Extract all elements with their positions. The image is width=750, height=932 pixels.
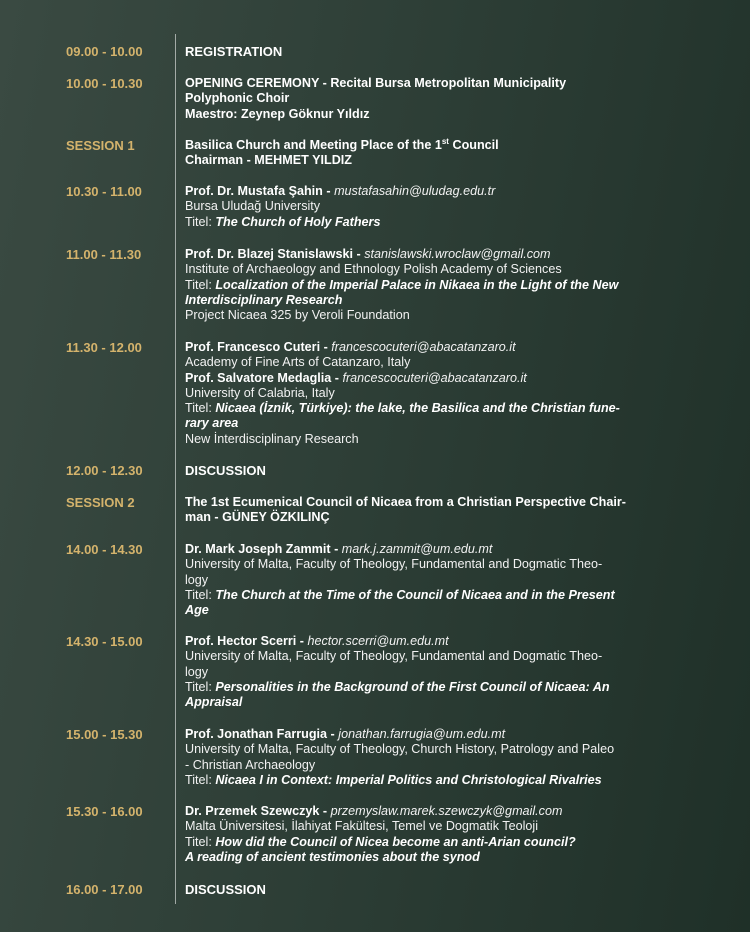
separator: - <box>322 184 335 198</box>
speaker-line <box>185 727 675 742</box>
speaker-line <box>185 804 675 819</box>
talk-title-continued: Interdisciplinary Research <box>185 292 343 307</box>
time-slot: 10.00 - 10.30 <box>66 76 143 91</box>
talk-title-continued: A reading of ancient testimonies about the synod <box>185 849 480 864</box>
talk-title-line <box>185 773 675 788</box>
speaker-affiliation: University of Malta, Faculty of Theology, Church History, Patrology and Paleo <box>185 742 615 757</box>
talk-title-line <box>185 215 675 230</box>
talk-title-line <box>185 278 675 293</box>
session-label: SESSION 1 <box>66 138 135 153</box>
row-content <box>185 882 675 897</box>
session-title-text: Council <box>448 138 499 152</box>
separator: - <box>352 247 365 261</box>
row-content <box>185 463 675 478</box>
speaker-line <box>185 634 675 649</box>
talk-title-line <box>185 588 675 603</box>
talk-title-line <box>185 401 675 416</box>
session-title <box>185 138 675 153</box>
row-content <box>185 804 675 865</box>
talk-title-continued: Age <box>185 603 209 618</box>
time-slot: 14.30 - 15.00 <box>66 634 143 649</box>
speaker-email: francescocuteri@abacatanzaro.it <box>331 340 516 354</box>
session-title-text: Basilica Church and Meeting Place of the 1 <box>185 138 442 152</box>
speaker-affiliation: Institute of Archaeology and Ethnology Polish Academy of Sciences <box>185 262 562 277</box>
talk-title-continued: rary area <box>185 416 239 431</box>
time-slot: 15.30 - 16.00 <box>66 804 143 819</box>
titel-label: Titel: <box>185 772 216 787</box>
separator: - <box>331 370 343 385</box>
titel-label: Titel: <box>185 834 216 849</box>
row-content <box>185 727 675 788</box>
row-content <box>185 340 675 447</box>
speaker-line <box>185 542 675 557</box>
speaker-affiliation: University of Malta, Faculty of Theology, Fundamental and Dogmatic Theo- <box>185 649 603 664</box>
speaker-affiliation: University of Malta, Faculty of Theology, Fundamental and Dogmatic Theo- <box>185 557 603 572</box>
talk-title-line <box>185 680 675 695</box>
speaker-email: hector.scerri@um.edu.mt <box>307 634 449 648</box>
row-content <box>185 44 675 59</box>
session-title: The 1st Ecumenical Council of Nicaea from a Christian Perspective Chair- <box>185 495 626 509</box>
separator: - <box>330 542 342 556</box>
event-maestro: Maestro: Zeynep Göknur Yıldız <box>185 106 370 121</box>
time-slot: 14.00 - 14.30 <box>66 542 143 557</box>
row-content <box>185 76 675 122</box>
speaker-affiliation-continued: logy <box>185 572 209 587</box>
speaker-name: Prof. Hector Scerri <box>185 634 297 648</box>
talk-title-continued: Appraisal <box>185 695 243 710</box>
ordinal-suffix: st <box>441 136 449 146</box>
talk-title: Nicaea I in Context: Imperial Politics and Christological Rivalries <box>215 772 602 787</box>
titel-label: Titel: <box>185 587 216 602</box>
time-slot: 10.30 - 11.00 <box>66 184 142 199</box>
row-content <box>185 542 675 618</box>
talk-title: Nicaea (İznik, Türkiye): the lake, the Basilica and the Christian fune- <box>215 401 620 416</box>
speaker-affiliation: Bursa Uludağ University <box>185 199 321 214</box>
time-slot: 12.00 - 12.30 <box>66 463 143 478</box>
speaker-name: Prof. Jonathan Farrugia <box>185 727 328 741</box>
column-divider <box>175 34 176 904</box>
event-title: REGISTRATION <box>185 44 283 59</box>
row-content <box>185 138 675 169</box>
speaker-affiliation-continued: - Christian Archaeology <box>185 757 316 772</box>
row-content <box>185 634 675 710</box>
event-title: DISCUSSION <box>185 882 266 897</box>
titel-label: Titel: <box>185 214 216 229</box>
project-note: New İnterdisciplinary Research <box>185 431 359 446</box>
speaker-name: Prof. Dr. Mustafa Şahin <box>185 184 323 198</box>
row-content <box>185 184 675 230</box>
titel-label: Titel: <box>185 277 216 292</box>
separator: - <box>320 340 332 354</box>
speaker-email: francescocuteri@abacatanzaro.it <box>342 370 527 385</box>
speaker-affiliation: Malta Üniversitesi, İlahiyat Fakültesi, Temel ve Dogmatik Teoloji <box>185 819 538 834</box>
talk-title-line <box>185 835 675 850</box>
talk-title: The Church of Holy Fathers <box>215 214 381 229</box>
session-chairman: Chairman - MEHMET YILDIZ <box>185 153 352 168</box>
time-slot: 11.00 - 11.30 <box>66 247 142 262</box>
speaker-line <box>185 184 675 199</box>
project-note: Project Nicaea 325 by Veroli Foundation <box>185 308 410 323</box>
speaker-line <box>185 340 675 355</box>
speaker-name: Dr. Mark Joseph Zammit <box>185 542 331 556</box>
session-chairman: man - GÜNEY ÖZKILINÇ <box>185 510 330 525</box>
speaker-line <box>185 371 675 386</box>
row-content <box>185 495 675 526</box>
row-content <box>185 247 675 323</box>
speaker-affiliation: Academy of Fine Arts of Catanzaro, Italy <box>185 355 411 370</box>
speaker-name: Prof. Francesco Cuteri <box>185 340 321 354</box>
speaker-email: jonathan.farrugia@um.edu.mt <box>338 727 506 741</box>
speaker-name: Prof. Salvatore Medaglia <box>185 370 332 385</box>
talk-title: Personalities in the Background of the First Council of Nicaea: An <box>215 679 610 694</box>
titel-label: Titel: <box>185 679 216 694</box>
separator: - <box>319 804 331 818</box>
speaker-affiliation-continued: logy <box>185 664 209 679</box>
time-slot: 09.00 - 10.00 <box>66 44 143 59</box>
speaker-email: stanislawski.wroclaw@gmail.com <box>364 247 551 261</box>
time-slot: 15.00 - 15.30 <box>66 727 143 742</box>
event-title-line: OPENING CEREMONY - Recital Bursa Metropolitan Municipality <box>185 76 567 90</box>
talk-title: The Church at the Time of the Council of Nicaea and in the Present <box>215 587 615 602</box>
time-slot: 16.00 - 17.00 <box>66 882 143 897</box>
time-slot: 11.30 - 12.00 <box>66 340 142 355</box>
speaker-affiliation: University of Calabria, Italy <box>185 385 335 400</box>
speaker-line <box>185 247 675 262</box>
separator: - <box>327 727 339 741</box>
separator: - <box>296 634 308 648</box>
speaker-email: mustafasahin@uludag.edu.tr <box>334 184 496 198</box>
speaker-email: mark.j.zammit@um.edu.mt <box>341 542 493 556</box>
speaker-name: Prof. Dr. Blazej Stanislawski <box>185 247 353 261</box>
speaker-name: Dr. Przemek Szewczyk <box>185 804 320 818</box>
titel-label: Titel: <box>185 401 216 416</box>
event-title: DISCUSSION <box>185 463 266 478</box>
talk-title: How did the Council of Nicea become an anti-Arian council? <box>215 834 576 849</box>
speaker-email: przemyslaw.marek.szewczyk@gmail.com <box>330 804 563 818</box>
session-label: SESSION 2 <box>66 495 135 510</box>
talk-title: Localization of the Imperial Palace in Nikaea in the Light of the New <box>215 277 619 292</box>
event-title-line: Polyphonic Choir <box>185 91 290 106</box>
